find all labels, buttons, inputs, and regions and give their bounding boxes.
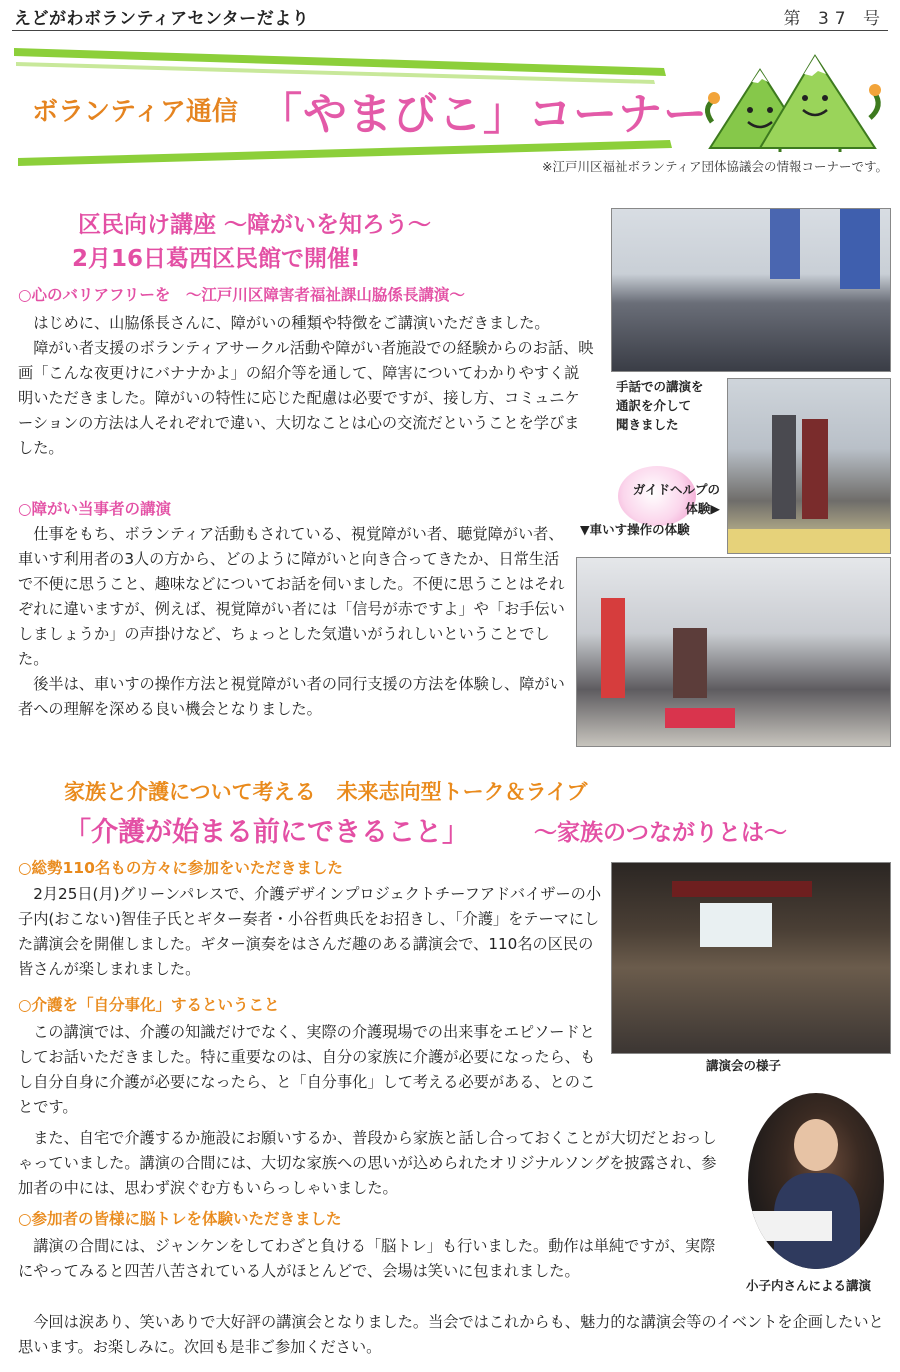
- caption-sign-language-line1: 手話での講演を: [616, 379, 704, 394]
- article2-section3-body: [18, 1234, 728, 1284]
- article2-section1-title: ○総勢110名もの方々に参加をいただきました: [18, 859, 343, 877]
- banner-title: 「やまびこ」コーナー: [258, 89, 708, 140]
- caption-lecture-hall: 講演会の様子: [706, 1058, 782, 1073]
- article2-section3-para2: 今回は涙あり、笑いありで大好評の講演会となりました。当会ではこれからも、魅力的な講演会等のイベントを企画したいと思います。お楽しみに。次回も是非ご参加ください。: [18, 1313, 884, 1356]
- caption-guide-help-line2: 体験▶: [685, 501, 720, 516]
- article1-section1-para2: 障がい者支援のボランティアサークル活動や障がい者施設での経験からのお話、映画「こんな夜更けにバナナかよ」の紹介等を通して、障害についてわかりやすく説明いただきました。障がいの特性に応じた配慮は必要ですが、接し方、コミュニケーションの方法は人それぞれで違い、大切なことは心の交流だということを学びました。: [18, 339, 594, 457]
- photo-lecture-hall: [611, 862, 891, 1054]
- article1-section2-para2: 後半は、車いすの操作方法と視覚障がい者の同行支援の方法を体験し、障がい者への理解を深める良い機会となりました。: [18, 675, 565, 718]
- header-divider: [12, 30, 888, 31]
- caption-speaker: 小子内さんによる講演: [746, 1278, 872, 1293]
- article2-section2-body-wide: [18, 1126, 730, 1201]
- article2-section2-body: [18, 1020, 606, 1120]
- caption-sign-language: [616, 377, 704, 434]
- article1-heading-line1: 区民向け講座 ～障がいを知ろう～: [78, 212, 432, 238]
- article2-section2-para1: この講演では、介護の知識だけでなく、実際の介護現場での出来事をエピソードとしてお話いただきました。特に重要なのは、自分の家族に介護が必要になったら、もし自分自身に介護が必要になったら、と「自分事化」して考える必要がある、とのことです。: [18, 1023, 596, 1116]
- photo-sign-language-lecture: [611, 208, 891, 372]
- article2-heading-sub: ～家族のつながりとは～: [534, 820, 787, 846]
- banner-subtitle: ボランティア通信: [32, 97, 238, 127]
- photo-wheelchair-experience: [576, 557, 891, 747]
- newsletter-title: えどがわボランティアセンターだより: [14, 9, 310, 29]
- banner-note: ※江戸川区福祉ボランティア団体協議会の情報コーナーです。: [542, 159, 888, 174]
- article2-section2-title: ○介護を「自分事化」するということ: [18, 996, 280, 1014]
- article2-heading-main: 「介護が始まる前にできること」: [64, 817, 469, 848]
- photo-speaker-oval: [748, 1093, 884, 1269]
- mountain-mascot-illustration: [700, 48, 890, 158]
- issue-number: 第 37 号: [783, 9, 886, 29]
- caption-wheelchair: ▼車いす操作の体験: [580, 522, 690, 537]
- photo-guide-help-experience: [727, 378, 891, 554]
- caption-guide-help: [608, 480, 720, 518]
- caption-guide-help-line1: ガイドヘルプの: [632, 482, 720, 497]
- article1-section2-para1: 仕事をもち、ボランティア活動もされている、視覚障がい者、聴覚障がい者、車いす利用者の3人の方から、どのように障がいと向き合ってきたか、日常生活で不便に思うこと、趣味などについてお話を伺いました。不便に思うことはそれぞれに違いますが、例えば、視覚障がい者には「信号が赤ですよ」や「お手伝いしましょうか」の声掛けなど、ちょっとした気遣いがうれしいということでした。: [18, 525, 565, 668]
- article2-section2-para2: また、自宅で介護するか施設にお願いするか、普段から家族と話し合っておくことが大切だとおっしゃっていました。講演の合間には、大切な家族への思いが込められたオリジナルソングを披露され、参加者の中には、思わず涙ぐむ方もいらっしゃいました。: [18, 1129, 717, 1197]
- article2-heading-line1: 家族と介護について考える 未来志向型トーク＆ライブ: [64, 780, 588, 804]
- article1-section2-body: [18, 522, 570, 722]
- caption-sign-language-line3: 聞きました: [616, 417, 679, 432]
- caption-sign-language-line2: 通訳を介して: [616, 398, 692, 413]
- article1-section1-title: ○心のバリアフリーを ～江戸川区障害者福祉課山脇係長講演～: [18, 286, 465, 304]
- article1-section2-title: ○障がい当事者の講演: [18, 500, 172, 518]
- article2-section1-para1: 2月25日(月)グリーンパレスで、介護デザインプロジェクトチーフアドバイザーの小子内(おこない)智佳子氏とギター奏者・小谷哲典氏をお招きし、「介護」をテーマにした講演会を開催しました。ギター演奏をはさんだ趣のある講演会で、110名の区民の皆さんが楽しまれました。: [18, 885, 602, 978]
- article2-section3-title: ○参加者の皆様に脳トレを体験いただきました: [18, 1210, 342, 1228]
- article1-section1-para1: はじめに、山脇係長さんに、障がいの種類や特徴をご講演いただきました。: [33, 314, 550, 332]
- article2-section1-body: [18, 882, 606, 982]
- article2-section3-para1: 講演の合間には、ジャンケンをしてわざと負ける「脳トレ」も行いました。動作は単純ですが、実際にやってみると四苦八苦されている人がほとんどで、会場は笑いに包まれました。: [18, 1237, 716, 1280]
- article1-heading-line2: 2月16日葛西区民館で開催!: [72, 246, 361, 272]
- article2-section3-body-wide: [18, 1310, 886, 1360]
- article1-section1-body: [18, 311, 594, 461]
